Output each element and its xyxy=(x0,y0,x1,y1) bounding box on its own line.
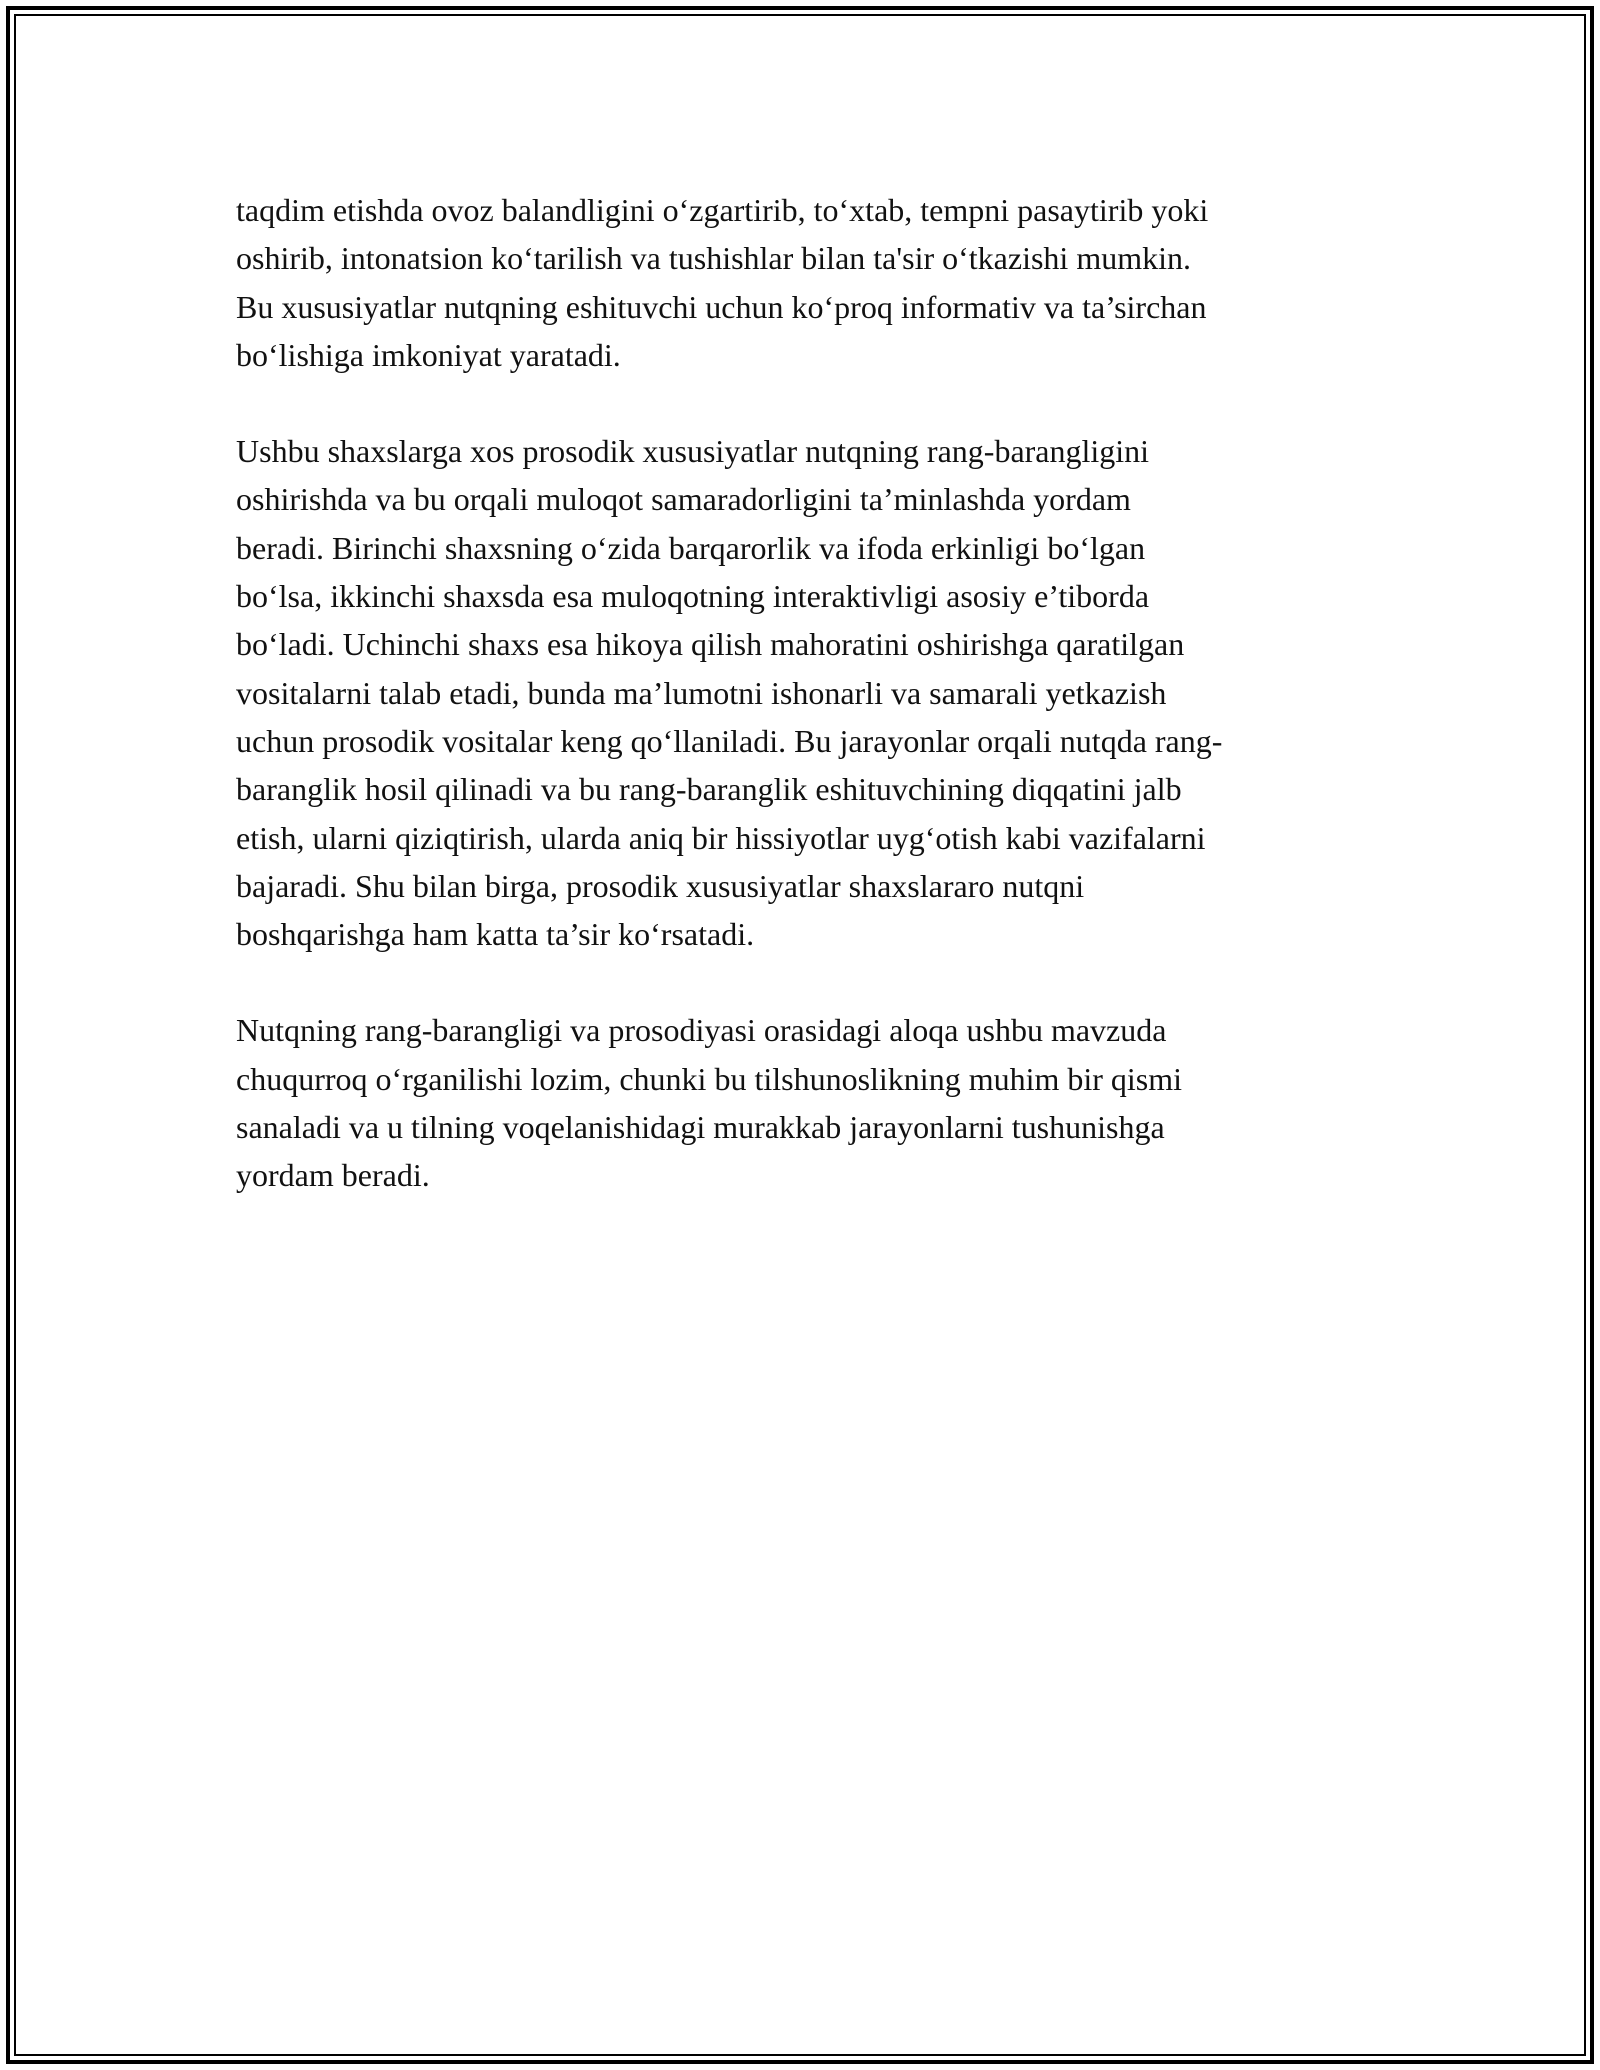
text-line: Bu xususiyatlar nutqning eshituvchi uchun ko‘proq informativ va ta’sirchan xyxy=(236,288,1207,325)
text-line: bo‘ladi. Uchinchi shaxs esa hikoya qilish mahoratini oshirishga qaratilgan xyxy=(236,626,1185,663)
text-line: taqdim etishda ovoz balandligini o‘zgartirib, to‘xtab, tempni pasaytirib yoki xyxy=(236,192,1209,228)
text-line: oshirib, intonatsion ko‘tarilish va tushishlar bilan ta'sir o‘tkazishi mumkin. xyxy=(236,240,1191,277)
text-line: sanaladi va u tilning voqelanishidagi murakkab jarayonlarni tushunishga xyxy=(236,1109,1165,1146)
paragraph-3 xyxy=(236,1006,1386,1199)
document-body xyxy=(236,186,1386,1248)
text-line: baranglik hosil qilinadi va bu rang-baranglik eshituvchining diqqatini jalb xyxy=(236,771,1182,808)
text-line: boshqarishga ham katta ta’sir ko‘rsatadi. xyxy=(236,916,755,953)
text-line: vositalarni talab etadi, bunda ma’lumotni ishonarli va samarali yetkazish xyxy=(236,674,1167,711)
text-line: bo‘lsa, ikkinchi shaxsda esa muloqotning interaktivligi asosiy e’tiborda xyxy=(236,578,1150,615)
text-line: yordam beradi. xyxy=(236,1157,430,1194)
paragraph-1 xyxy=(236,186,1386,379)
text-line: beradi. Birinchi shaxsning o‘zida barqarorlik va ifoda erkinligi bo‘lgan xyxy=(236,529,1146,566)
paragraph-2 xyxy=(236,427,1386,958)
text-line: bajaradi. Shu bilan birga, prosodik xususiyatlar shaxslararo nutqni xyxy=(236,867,1085,904)
text-line: bo‘lishiga imkoniyat yaratadi. xyxy=(236,336,621,373)
text-line: oshirishda va bu orqali muloqot samaradorligini ta’minlashda yordam xyxy=(236,481,1131,518)
text-line: uchun prosodik vositalar keng qo‘llaniladi. Bu jarayonlar orqali nutqda rang- xyxy=(236,722,1223,759)
text-line: Nutqning rang-barangligi va prosodiyasi orasidagi aloqa ushbu mavzuda xyxy=(236,1012,1167,1049)
text-line: Ushbu shaxslarga xos prosodik xususiyatlar nutqning rang-barangligini xyxy=(236,433,1150,470)
text-line: chuqurroq o‘rganilishi lozim, chunki bu tilshunoslikning muhim bir qismi xyxy=(236,1060,1183,1097)
text-line: etish, ularni qiziqtirish, ularda aniq bir hissiyotlar uyg‘otish kabi vazifalarni xyxy=(236,819,1206,856)
